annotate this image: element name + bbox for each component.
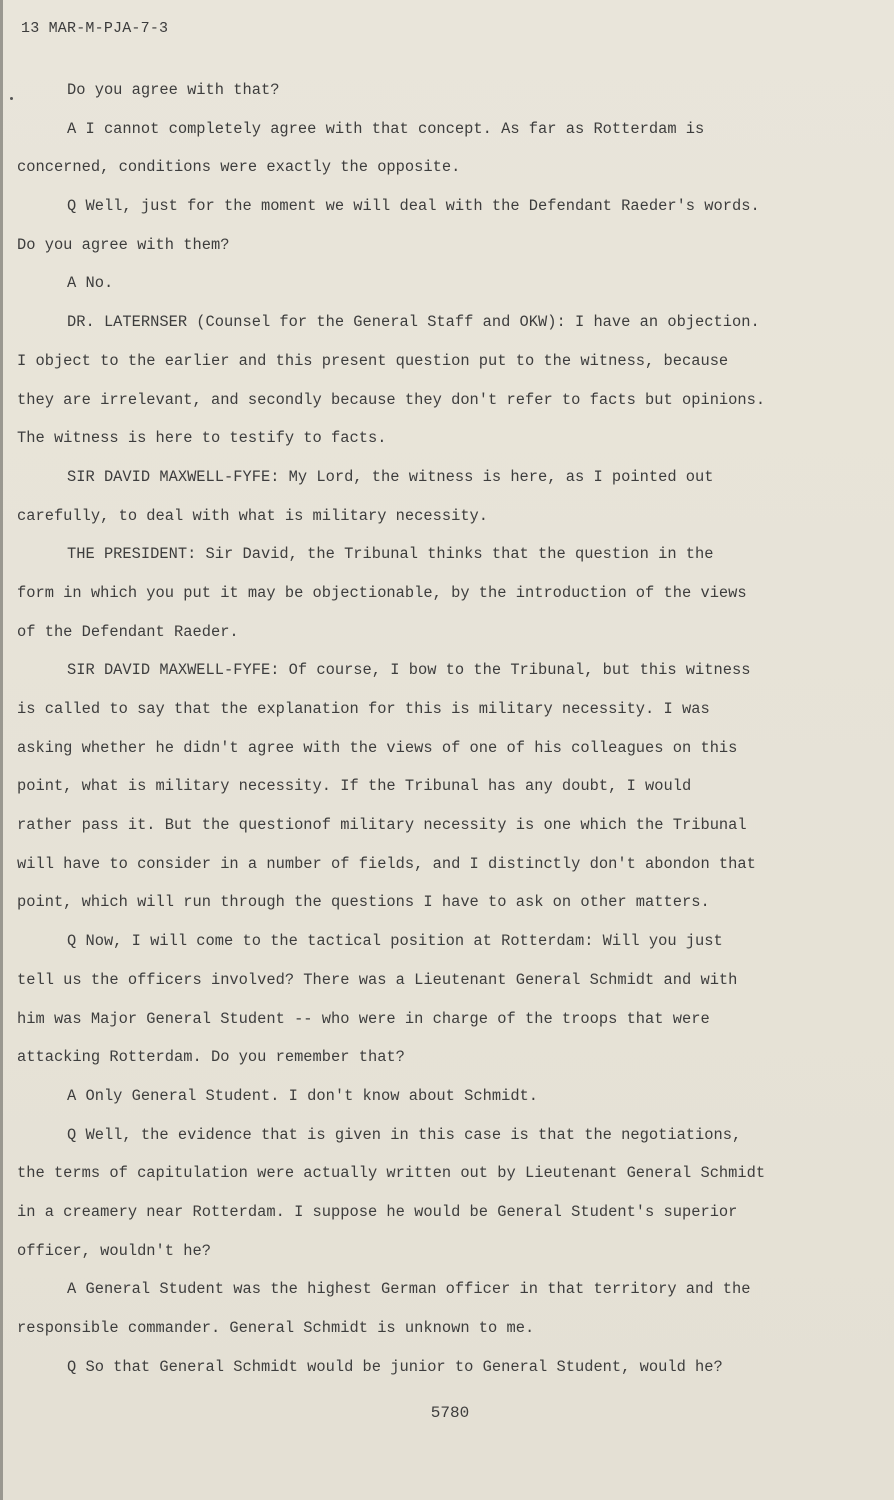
transcript-line: officer, wouldn't he? <box>17 1241 211 1260</box>
transcript-line: rather pass it. But the questionof military necessity is one which the Tribunal <box>17 816 747 835</box>
transcript-line: him was Major General Student -- who were in charge of the troops that were <box>17 1009 710 1028</box>
transcript-line: A I cannot completely agree with that concept. As far as Rotterdam is <box>67 119 705 138</box>
transcript-line: form in which you put it may be objectionable, by the introduction of the views <box>17 583 747 602</box>
transcript-line: SIR DAVID MAXWELL-FYFE: My Lord, the witness is here, as I pointed out <box>67 467 714 486</box>
transcript-line: the terms of capitulation were actually written out by Lieutenant General Schmidt <box>17 1164 766 1183</box>
transcript-line: will have to consider in a number of fields, and I distinctly don't abondon that <box>17 854 756 873</box>
transcript-line: tell us the officers involved? There was a Lieutenant General Schmidt and with <box>17 970 738 989</box>
transcript-line: A No. <box>67 274 114 293</box>
transcript-line: Do you agree with that? <box>67 81 280 99</box>
transcript-line: Do you agree with them? <box>17 235 230 254</box>
transcript-line: THE PRESIDENT: Sir David, the Tribunal thinks that the question in the <box>67 545 714 564</box>
transcript-line: The witness is here to testify to facts. <box>17 429 387 448</box>
transcript-line: A General Student was the highest German officer in that territory and the <box>67 1280 751 1299</box>
transcript-line: concerned, conditions were exactly the opposite. <box>17 158 461 177</box>
transcript-line: carefully, to deal with what is military necessity. <box>17 506 489 525</box>
transcript-line: SIR DAVID MAXWELL-FYFE: Of course, I bow to the Tribunal, but this witness <box>67 661 751 680</box>
transcript-line: asking whether he didn't agree with the views of one of his colleagues on this <box>17 738 738 757</box>
page-number: 5780 <box>430 1404 470 1422</box>
transcript-line: I object to the earlier and this present question put to the witness, because <box>17 351 729 370</box>
transcript-line: attacking Rotterdam. Do you remember that? <box>17 1048 405 1067</box>
transcript-line: Q Now, I will come to the tactical position at Rotterdam: Will you just <box>67 932 723 951</box>
transcript-line: Q Well, the evidence that is given in this case is that the negotiations, <box>67 1125 742 1144</box>
document-header: 13 MAR-M-PJA-7-3 <box>21 20 169 37</box>
transcript-line: point, which will run through the questions I have to ask on other matters. <box>17 893 710 912</box>
transcript-line: DR. LATERNSER (Counsel for the General Staff and OKW): I have an objection. <box>67 313 760 332</box>
punch-mark-icon <box>10 97 13 100</box>
transcript-line: Q Well, just for the moment we will deal with the Defendant Raeder's words. <box>67 197 760 216</box>
transcript-line: responsible commander. General Schmidt is unknown to me. <box>17 1319 535 1337</box>
transcript-line: A Only General Student. I don't know about Schmidt. <box>67 1086 539 1105</box>
transcript-line: in a creamery near Rotterdam. I suppose he would be General Student's superior <box>17 1202 738 1221</box>
transcript-line: is called to say that the explanation for this is military necessity. I was <box>17 700 710 718</box>
transcript-line: Q So that General Schmidt would be junior to General Student, would he? <box>67 1357 723 1376</box>
transcript-body <box>17 71 817 1386</box>
transcript-line: of the Defendant Raeder. <box>17 622 239 641</box>
transcript-line: point, what is military necessity. If the Tribunal has any doubt, I would <box>17 777 692 796</box>
transcript-line: they are irrelevant, and secondly because they don't refer to facts but opinions. <box>17 390 766 409</box>
